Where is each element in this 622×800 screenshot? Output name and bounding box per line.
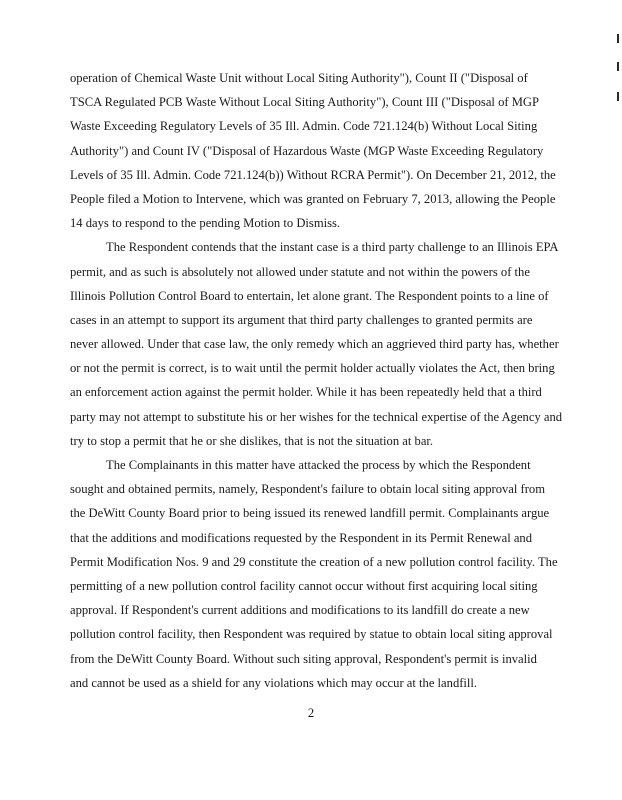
text-line: or not the permit is correct, is to wait until the permit holder actually violates the Act, then bring [70,361,555,376]
text-line: The Respondent contends that the instant case is a third party challenge to an Illinois EPA [106,240,559,255]
text-line: pollution control facility, then Respondent was required by statue to obtain local siting approval [70,627,553,642]
scan-edge-mark [617,92,619,101]
paragraph-1 [70,66,556,235]
text-line: the DeWitt County Board prior to being issued its renewed landfill permit. Complainants argue [70,506,550,521]
page-number: 2 [307,706,315,720]
text-line: and cannot be used as a shield for any violations which may occur at the landfill. [70,675,478,690]
text-line: The Complainants in this matter have attacked the process by which the Respondent [106,458,531,472]
text-line: Authority") and Count IV ("Disposal of Hazardous Waste (MGP Waste Exceeding Regulatory [70,143,544,158]
text-line: party may not attempt to substitute his or her wishes for the technical expertise of the Agency and [70,409,563,424]
text-line: try to stop a permit that he or she dislikes, that is not the situation at bar. [70,433,434,448]
text-line: that the additions and modifications requested by the Respondent in its Permit Renewal and [70,530,533,545]
scan-edge-mark [617,34,619,43]
text-line: permitting of a new pollution control facility cannot occur without first acquiring local siting [70,578,538,593]
text-line: sought and obtained permits, namely, Respondent's failure to obtain local siting approval from [70,482,546,497]
text-line: from the DeWitt County Board. Without such siting approval, Respondent's permit is invalid [70,651,537,666]
text-line: operation of Chemical Waste Unit without Local Siting Authority"), Count II ("Disposal of [70,71,528,85]
text-line: approval. If Respondent's current additions and modifications to its landfill do create a new [70,603,530,618]
document-body [70,66,563,695]
text-line: TSCA Regulated PCB Waste Without Local Siting Authority"), Count III ("Disposal of MGP [70,95,540,110]
text-line: cases in an attempt to support its argument that third party challenges to granted permits are [70,312,533,327]
text-line: Permit Modification Nos. 9 and 29 constitute the creation of a new pollution control facility. The [70,554,558,569]
text-line: permit, and as such is absolutely not allowed under statute and not within the powers of the [70,264,530,279]
text-line: Waste Exceeding Regulatory Levels of 35 Ill. Admin. Code 721.124(b) Without Local Siting [70,119,538,134]
text-line: 14 days to respond to the pending Motion to Dismiss. [70,216,341,231]
text-line: an enforcement action against the permit holder. While it has been repeatedly held that a third [70,385,542,400]
text-line: Levels of 35 Ill. Admin. Code 721.124(b)) Without RCRA Permit"). On December 21, 2012, the [70,167,556,182]
paragraph-3 [70,453,558,695]
text-line: Illinois Pollution Control Board to entertain, let alone grant. The Respondent points to a line of [70,288,549,303]
scan-edge-mark [617,62,619,71]
text-line: People filed a Motion to Intervene, which was granted on February 7, 2013, allowing the People [70,191,556,206]
paragraph-2 [70,235,563,453]
text-line: never allowed. Under that case law, the only remedy which an aggrieved third party has, whether [70,337,559,352]
